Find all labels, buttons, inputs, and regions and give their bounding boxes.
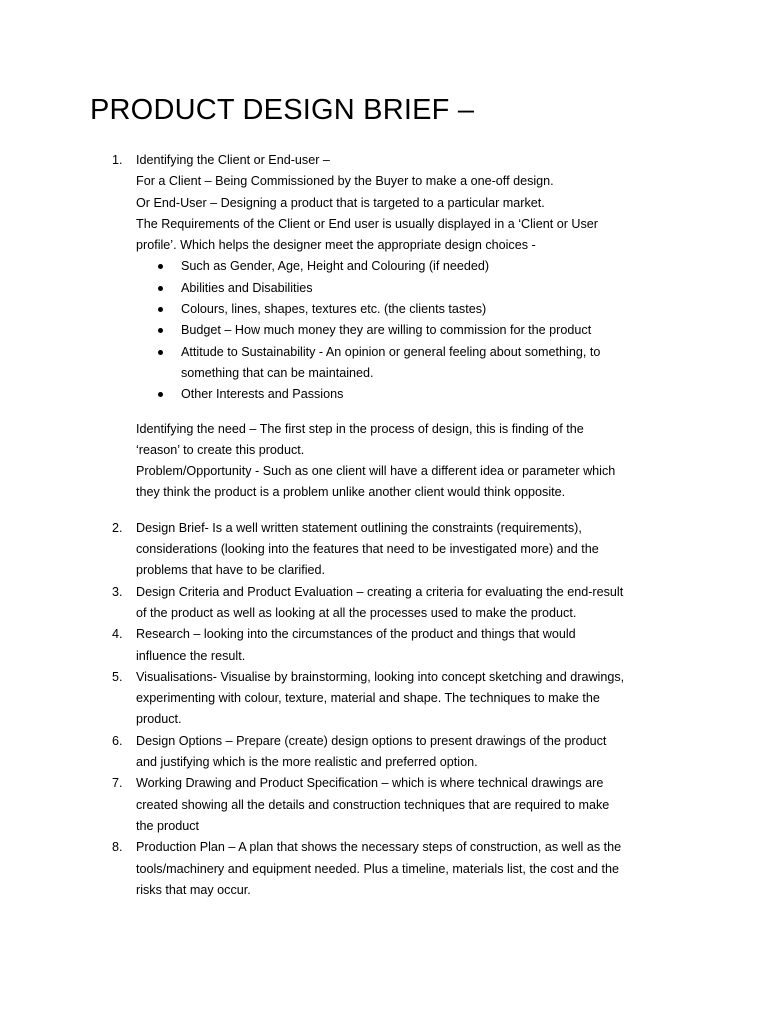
bullet-dot-icon bbox=[158, 392, 163, 397]
text-line: and justifying which is the more realistic and preferred option. bbox=[136, 755, 478, 770]
text-line: Problem/Opportunity - Such as one client will have a different idea or parameter which bbox=[136, 464, 616, 479]
list-number: 7. bbox=[112, 776, 123, 791]
document-title: PRODUCT DESIGN BRIEF – bbox=[90, 94, 475, 126]
bullet-dot-icon bbox=[158, 286, 163, 291]
list-number: 4. bbox=[112, 627, 123, 642]
text-line: of the product as well as looking at all the processes used to make the product. bbox=[136, 605, 577, 620]
text-line: Research – looking into the circumstances of the product and things that would bbox=[136, 627, 576, 642]
bullet-list bbox=[136, 256, 676, 405]
text-line: Working Drawing and Product Specification – which is where technical drawings are bbox=[136, 776, 604, 791]
text-line: Production Plan – A plan that shows the necessary steps of construction, as well as the bbox=[136, 840, 622, 855]
text-line: For a Client – Being Commissioned by the Buyer to make a one-off design. bbox=[136, 174, 554, 189]
bullet-dot-icon bbox=[158, 264, 163, 269]
bullet-item bbox=[136, 299, 676, 320]
text-line: profile’. Which helps the designer meet the appropriate design choices - bbox=[136, 238, 536, 253]
text-line: problems that have to be clarified. bbox=[136, 563, 326, 578]
text-line: created showing all the details and construction techniques that are required to make bbox=[136, 797, 610, 812]
bullet-item bbox=[136, 320, 676, 341]
text-line: influence the result. bbox=[136, 648, 246, 663]
text-line: product. bbox=[136, 712, 182, 727]
bullet-text: something that can be maintained. bbox=[181, 365, 374, 380]
list-item-7 bbox=[0, 773, 676, 837]
bullet-dot-icon bbox=[158, 307, 163, 312]
bullet-text: Attitude to Sustainability - An opinion or general feeling about something, to bbox=[181, 344, 601, 359]
bullet-text: Other Interests and Passions bbox=[181, 387, 344, 402]
text-line: considerations (looking into the features that need to be investigated more) and the bbox=[136, 542, 599, 557]
bullet-text: Budget – How much money they are willing to commission for the product bbox=[181, 323, 592, 338]
list-item-8 bbox=[0, 837, 676, 901]
text-line: Design Brief- Is a well written statement outlining the constraints (requirements), bbox=[136, 520, 582, 535]
bullet-text: Abilities and Disabilities bbox=[181, 280, 313, 295]
text-line: Design Options – Prepare (create) design options to present drawings of the product bbox=[136, 733, 607, 748]
list-item-3 bbox=[0, 582, 676, 625]
text-line: Identifying the Client or End-user – bbox=[136, 153, 330, 167]
bullet-item bbox=[136, 278, 676, 299]
list-item-5 bbox=[0, 667, 676, 731]
text-line: experimenting with colour, texture, material and shape. The techniques to make the bbox=[136, 691, 600, 706]
list-number: 5. bbox=[112, 669, 123, 684]
list-item-6 bbox=[0, 731, 676, 774]
text-line: The Requirements of the Client or End user is usually displayed in a ‘Client or User bbox=[136, 216, 598, 231]
list-item-1 bbox=[0, 150, 676, 504]
bullet-item bbox=[136, 384, 676, 405]
text-line: Identifying the need – The first step in the process of design, this is finding of the bbox=[136, 421, 584, 436]
list-number: 8. bbox=[112, 840, 123, 855]
text-line: the product bbox=[136, 818, 200, 833]
document-body bbox=[0, 150, 768, 901]
list-number: 1. bbox=[112, 153, 123, 167]
text-line: they think the product is a problem unlike another client would think opposite. bbox=[136, 485, 566, 500]
bullet-dot-icon bbox=[158, 350, 163, 355]
list-item-2 bbox=[0, 518, 676, 582]
spacer bbox=[0, 504, 768, 518]
text-line: Design Criteria and Product Evaluation – creating a criteria for evaluating the end-result bbox=[136, 584, 624, 599]
spacer bbox=[136, 406, 676, 419]
bullet-text: Colours, lines, shapes, textures etc. (the clients tastes) bbox=[181, 302, 487, 317]
bullet-dot-icon bbox=[158, 328, 163, 333]
list-item-4 bbox=[0, 624, 676, 667]
list-number: 2. bbox=[112, 520, 123, 535]
list-number: 6. bbox=[112, 733, 123, 748]
text-line: Visualisations- Visualise by brainstorming, looking into concept sketching and drawings, bbox=[136, 669, 625, 684]
list-number: 3. bbox=[112, 584, 123, 599]
bullet-text: Such as Gender, Age, Height and Colouring (if needed) bbox=[181, 259, 490, 274]
bullet-item bbox=[136, 342, 676, 385]
bullet-item bbox=[136, 256, 676, 277]
text-line: tools/machinery and equipment needed. Plus a timeline, materials list, the cost and the bbox=[136, 861, 620, 876]
text-line: ‘reason’ to create this product. bbox=[136, 442, 305, 457]
text-line: Or End-User – Designing a product that is targeted to a particular market. bbox=[136, 195, 545, 210]
text-line: risks that may occur. bbox=[136, 882, 251, 897]
